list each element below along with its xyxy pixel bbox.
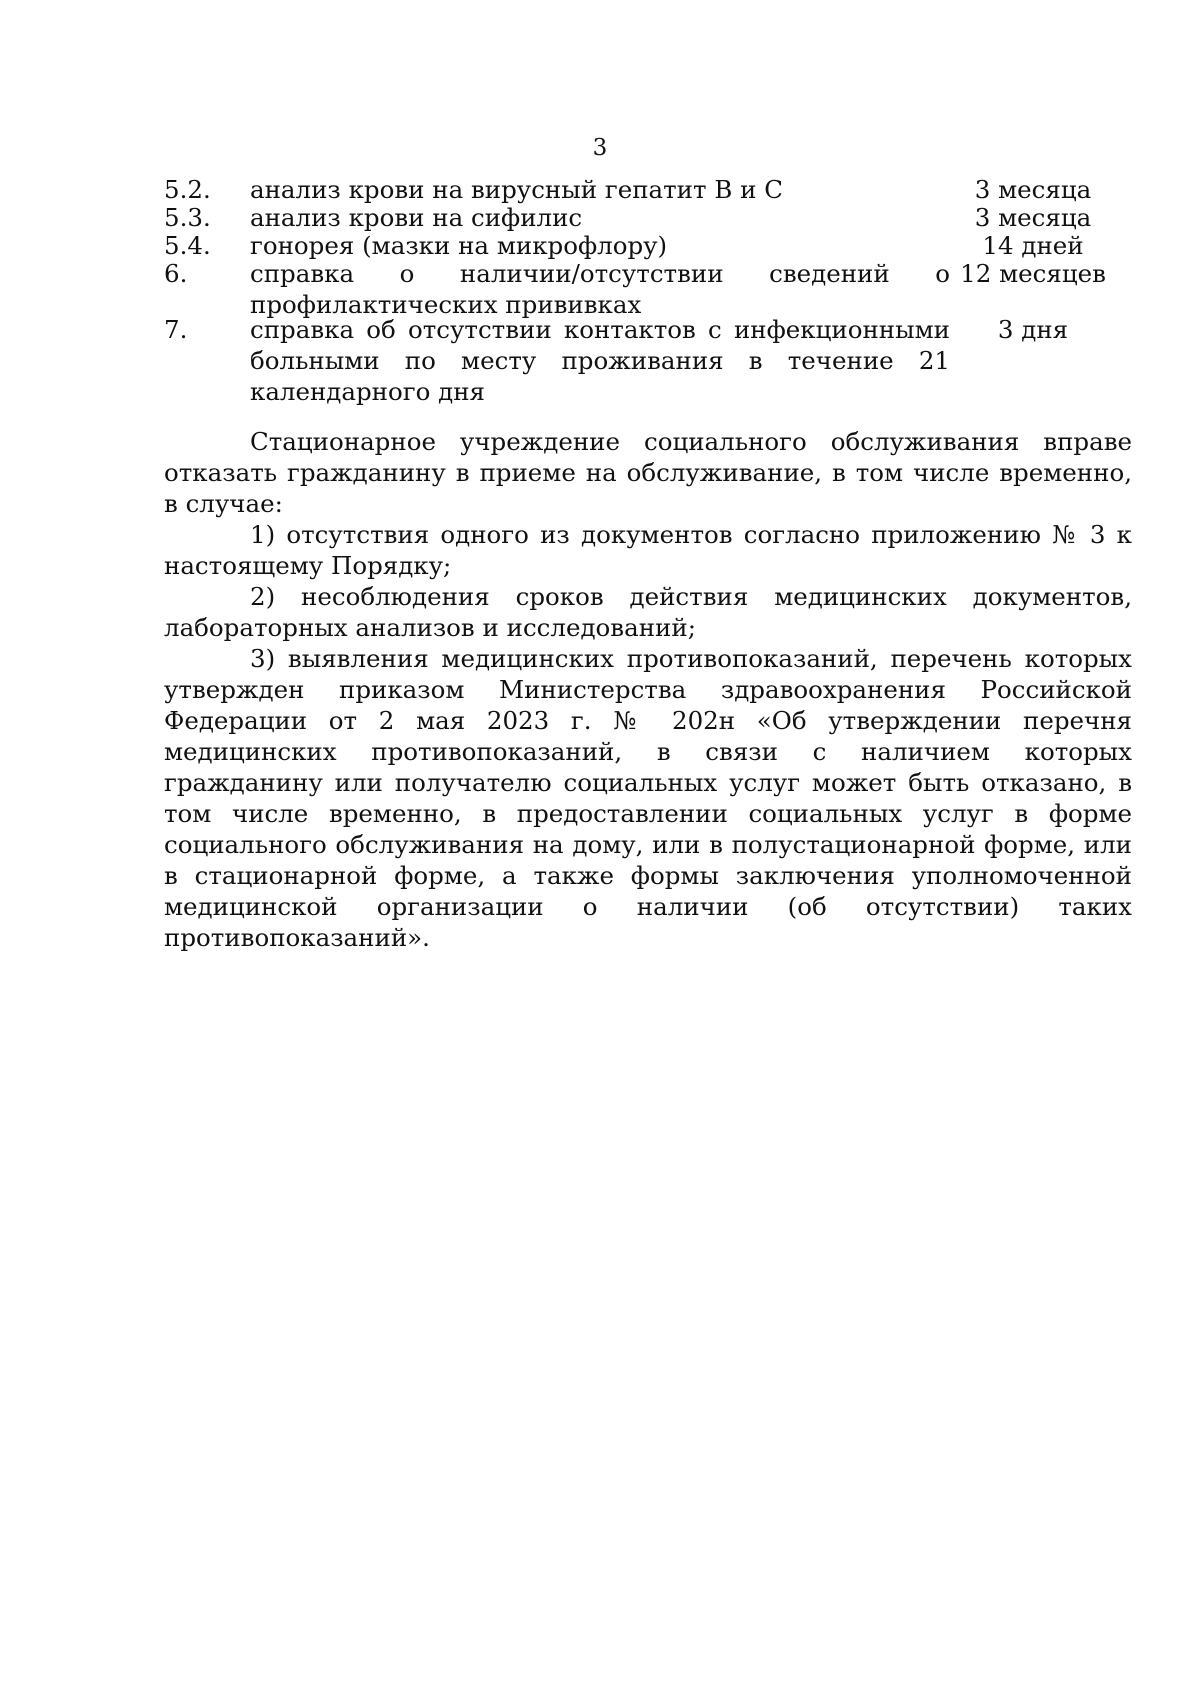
list-item (164, 230, 1116, 261)
ground-paragraph-3: 3) выявления медицинских противопоказаний, перечень которых утвержден приказом Министерства здравоохранения Российской Федерации от 2 мая 2023 г. № 202н «Об утверждении перечня медицинских противопоказаний, в связи с наличием которых гражданину или получателю социальных услуг может быть отказано, в том числе временно, в предоставлении социальных услуг в форме социального обслуживания на дому, или в полустационарной форме, или в стационарной форме, а также формы заключения уполномоченной медицинской организации о наличии (об отсутствии) таких противопоказаний». (164, 644, 1132, 952)
item-text: анализ крови на вирусный гепатит В и С (250, 175, 784, 204)
item-number: 5.4. (164, 231, 211, 260)
item-number: 7. (164, 315, 188, 344)
list-item (164, 258, 1116, 320)
ground-paragraph-1: 1) отсутствия одного из документов согласно приложению № 3 к настоящему Порядку; (164, 520, 1132, 580)
item-text: анализ крови на сифилис (250, 203, 583, 232)
refusal-grounds-section (164, 426, 1132, 953)
list-item (164, 174, 1116, 205)
item-validity-term: 12 месяцев (960, 259, 1106, 288)
item-validity-term: 3 месяца (974, 203, 1092, 232)
item-number: 5.3. (164, 203, 211, 232)
item-text: справка об отсутствии контактов с инфекционными больными по месту проживания в течение 21 календарного дня (250, 315, 950, 406)
ground-paragraph-2: 2) несоблюдения сроков действия медицинских документов, лабораторных анализов и исследований; (164, 582, 1132, 642)
item-validity-term: 14 дней (982, 231, 1084, 260)
item-validity-term: 3 месяца (974, 175, 1092, 204)
list-item (164, 202, 1116, 233)
item-number: 6. (164, 259, 188, 288)
page-number: 3 (592, 135, 608, 161)
list-item (164, 314, 1116, 407)
item-number: 5.2. (164, 175, 211, 204)
item-validity-term: 3 дня (997, 315, 1069, 344)
item-text: гонорея (мазки на микрофлору) (250, 231, 668, 260)
intro-paragraph: Стационарное учреждение социального обслуживания вправе отказать гражданину в приеме на обслуживание, в том числе временно, в случае: (164, 427, 1132, 518)
item-text: справка о наличии/отсутствии сведений о профилактических прививках (250, 259, 950, 319)
